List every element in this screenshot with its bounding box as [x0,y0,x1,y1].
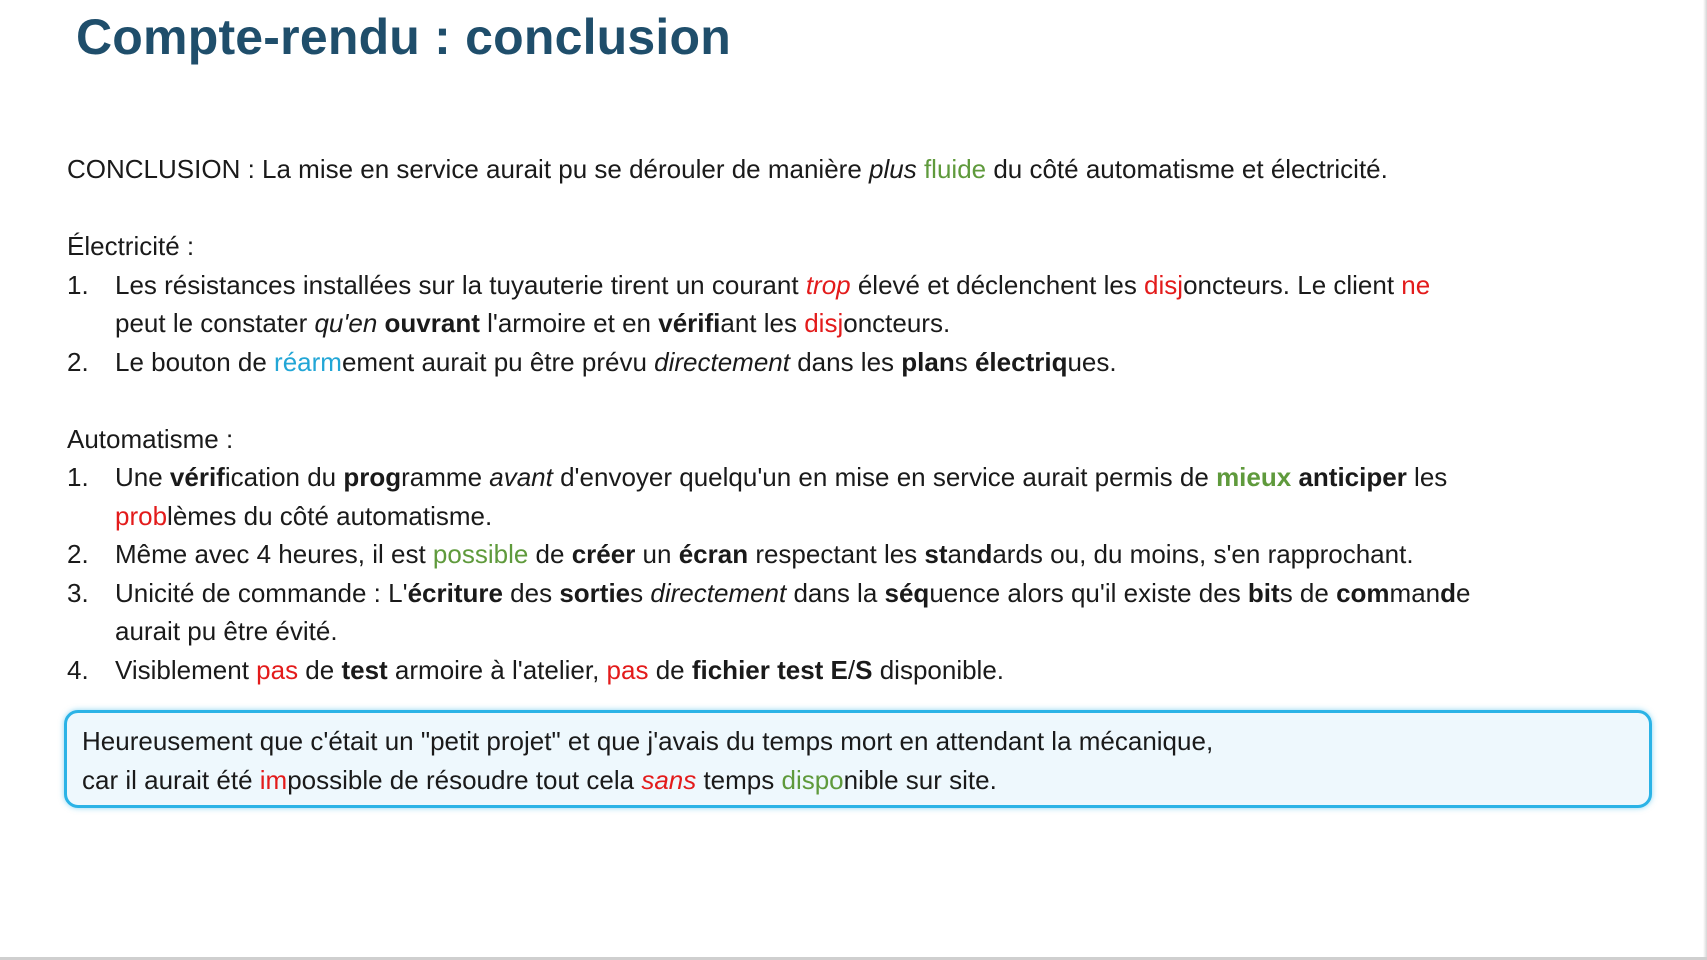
slide-right-edge [1703,0,1707,960]
text-run: écriture [407,577,503,608]
text-run: com [1336,577,1390,608]
text-run: respectant les [748,539,925,569]
text-run: séq [884,577,930,608]
text-run: qu'en [314,308,378,338]
text-run: ne [1401,269,1431,300]
text-run: avant [489,462,553,492]
list-item-line [115,497,1627,536]
text-run: élevé et déclenchent les [850,269,1145,300]
list-item-line [115,651,1627,690]
text-run: dans la [786,577,885,608]
text-run: ramme [401,462,490,492]
page-title: Compte-rendu : conclusion [76,9,731,65]
text-run: aurait pu être évité. [115,616,338,646]
text-run: possible de résoudre tout cela [287,764,642,795]
list-number: 4. [67,654,89,685]
slide-content [67,150,1627,689]
text-run: pas [606,654,649,685]
text-run: de [528,539,572,569]
text-run: / [847,654,856,685]
text-run: dispo [781,764,844,795]
text-run: st [924,539,948,569]
text-run: Visiblement [115,654,257,685]
list-item [67,651,1627,690]
text-run: électriq [974,346,1068,377]
list-item [67,266,1627,343]
spacer [67,189,1627,228]
text-run: ant les [720,308,805,338]
text-run: nible sur site. [843,764,997,795]
text-run: Même avec 4 heures, il est [115,539,433,569]
text-run: dans les [789,346,902,377]
text-run: man [1389,577,1441,608]
text-run: lèmes du côté automatisme. [167,500,493,531]
text-run: Unicité de commande : L' [115,577,408,608]
text-run: ication du [224,462,344,492]
list-item-line [115,458,1627,497]
conclusion-text-end: du côté automatisme et électricité. [986,154,1388,184]
conclusion-space [917,154,924,184]
callout-line-2 [82,761,1634,800]
text-run: un [635,539,679,569]
text-run: disj [1144,269,1184,300]
list-item-line [115,574,1627,613]
text-run: temps [696,764,782,795]
list-number: 2. [67,539,89,569]
text-run: Les résistances installées sur la tuyauterie tirent un courant [115,269,806,300]
text-run: les [1406,462,1448,492]
text-run: s de [1279,577,1337,608]
text-run: car il aurait été [82,764,260,795]
callout-line-1: Heureusement que c'était un "petit projet" et que j'avais du temps mort en attendant la mécanique, [82,726,1214,756]
text-run: e [1456,577,1471,608]
text-run: S [855,654,873,685]
text-run: ement aurait pu être prévu [341,346,655,377]
spacer [67,381,1627,420]
text-run: mieux [1216,462,1292,492]
text-run: s [630,577,651,608]
text-run: peut le constater [115,308,315,338]
text-run: oncteurs. Le client [1183,269,1402,300]
automatisme-heading: Automatisme : [67,423,234,454]
text-run: fichier test E [691,654,848,685]
text-run: créer [571,539,636,569]
text-run: ards ou, du moins, s'en rapprochant. [992,539,1414,569]
text-run: ues. [1067,346,1117,377]
conclusion-highlight: fluide [923,154,987,184]
text-run: directement [650,577,787,608]
text-run: l'armoire et en [479,308,659,338]
list-number: 2. [67,346,89,377]
text-run: sans [641,764,697,795]
text-run: d [976,539,993,569]
list-item-line [115,304,1627,343]
list-number: 3. [67,577,89,608]
text-run [377,308,384,338]
list-number: 1. [67,462,89,492]
list-item-line [115,266,1627,305]
text-run: d [1440,577,1456,608]
list-item-line [115,535,1627,574]
text-run: de [298,654,342,685]
text-run: prog [343,462,402,492]
text-run: oncteurs. [843,308,951,338]
text-run: Une [115,462,170,492]
text-run: pas [256,654,299,685]
text-run: disponible. [872,654,1005,685]
list-item-line [115,612,1627,651]
text-run: uence alors qu'il existe des [929,577,1248,608]
text-run: possible [432,539,529,569]
text-run: ouvrant [384,308,480,338]
text-run: Le bouton de [115,346,275,377]
text-run: plan [901,346,955,377]
text-run: trop [805,269,851,300]
list-item [67,535,1627,574]
text-run: armoire à l'atelier, [387,654,607,685]
text-run: sortie [559,577,631,608]
text-run: im [259,764,288,795]
list-item [67,458,1627,535]
text-run: vérif [169,462,225,492]
automatisme-list [67,458,1627,689]
text-run: an [947,539,977,569]
text-run: directement [654,346,790,377]
text-run: s [954,346,975,377]
text-run: test [341,654,388,685]
text-run: de [648,654,692,685]
conclusion-emphasis: plus [869,154,917,184]
text-run: anticiper [1298,462,1407,492]
electricite-list [67,266,1627,382]
list-item-line [115,343,1627,382]
text-run: pro [115,500,153,531]
electricite-heading: Électricité : [67,231,195,261]
text-run: des [502,577,560,608]
list-item [67,574,1627,651]
text-run: écran [678,539,749,569]
text-run: réarm [274,346,342,377]
text-run: disj [804,308,844,338]
text-run: b [152,500,168,531]
callout-box [64,710,1652,808]
list-item [67,343,1627,382]
text-run: bit [1247,577,1280,608]
list-number: 1. [67,269,89,300]
conclusion-text: CONCLUSION : La mise en service aurait pu se dérouler de manière [67,154,870,184]
conclusion-paragraph [67,150,1627,189]
text-run: d'envoyer quelqu'un en mise en service aurait permis de [552,462,1217,492]
text-run: vérifi [658,308,721,338]
